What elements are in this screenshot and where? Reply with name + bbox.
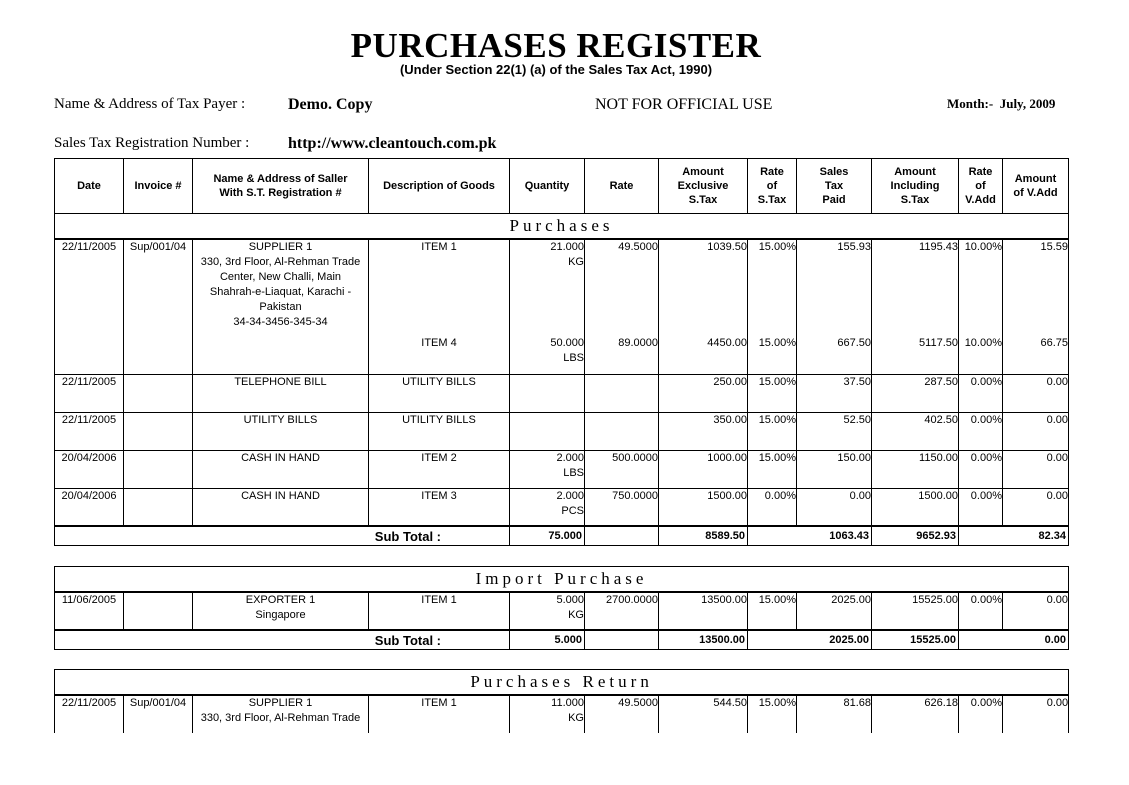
cell-goods: ITEM 1 <box>369 239 510 336</box>
subtotal-blank <box>585 630 659 650</box>
table-row <box>55 374 1069 412</box>
cell-date: 22/11/2005 <box>55 695 124 733</box>
cell-quantity: 5.000 KG <box>510 592 585 630</box>
subtotal-stax-paid: 1063.43 <box>748 526 872 546</box>
cell-invoice: Sup/001/04 <box>124 239 193 336</box>
cell-amount-exclusive: 13500.00 <box>659 592 748 630</box>
cell-rate-stax: 15.00% <box>748 592 797 630</box>
registration-label: Sales Tax Registration Number : <box>54 135 250 151</box>
cell-date: 20/04/2006 <box>55 488 124 526</box>
cell-rate-vadd: 0.00% <box>959 450 1003 488</box>
subtotal-blank <box>585 526 659 546</box>
purchases-table <box>54 158 1069 546</box>
cell-amount-including: 1195.43 <box>872 239 959 336</box>
cell-date: 11/06/2005 <box>55 592 124 630</box>
page-title: PURCHASES REGISTER <box>350 26 762 65</box>
cell-stax-paid: 52.50 <box>797 412 872 450</box>
cell-amount-vadd: 0.00 <box>1003 412 1069 450</box>
col-rate-vadd: Rate of V.Add <box>959 159 1003 214</box>
cell-quantity: 21.000 KG <box>510 239 585 336</box>
cell-amount-including: 1500.00 <box>872 488 959 526</box>
month-label: Month:- <box>947 96 994 111</box>
cell-rate-stax: 15.00% <box>748 336 797 374</box>
cell-invoice <box>124 336 193 374</box>
cell-stax-paid: 155.93 <box>797 239 872 336</box>
cell-amount-exclusive: 250.00 <box>659 374 748 412</box>
cell-invoice <box>124 374 193 412</box>
subtotal-amount-vadd: 82.34 <box>959 526 1069 546</box>
cell-rate: 2700.0000 <box>585 592 659 630</box>
cell-rate: 89.0000 <box>585 336 659 374</box>
subtotal-amount-exclusive: 8589.50 <box>659 526 748 546</box>
cell-rate-vadd: 10.00% <box>959 336 1003 374</box>
cell-rate-vadd: 0.00% <box>959 412 1003 450</box>
cell-goods: ITEM 2 <box>369 450 510 488</box>
cell-quantity: 2.000 LBS <box>510 450 585 488</box>
cell-rate-vadd: 0.00% <box>959 488 1003 526</box>
cell-amount-vadd: 0.00 <box>1003 450 1069 488</box>
cell-goods: ITEM 4 <box>369 336 510 374</box>
cell-stax-paid: 37.50 <box>797 374 872 412</box>
subtotal-amount-exclusive: 13500.00 <box>659 630 748 650</box>
taxpayer-name-label: Name & Address of Tax Payer : <box>54 96 246 112</box>
cell-rate: 750.0000 <box>585 488 659 526</box>
cell-seller <box>193 239 369 336</box>
taxpayer-name-value: Demo. Copy <box>288 96 373 113</box>
cell-rate-stax: 0.00% <box>748 488 797 526</box>
cell-rate-vadd: 0.00% <box>959 374 1003 412</box>
official-use-notice: NOT FOR OFFICIAL USE <box>595 96 773 113</box>
table-row <box>55 239 1069 336</box>
subtotal-label: Sub Total : <box>55 526 510 546</box>
cell-seller: CASH IN HAND <box>193 450 369 488</box>
section-header <box>55 567 1069 593</box>
purchases-return-table <box>54 669 1069 733</box>
cell-rate <box>585 412 659 450</box>
subtotal-amount-including: 15525.00 <box>872 630 959 650</box>
cell-goods: UTILITY BILLS <box>369 412 510 450</box>
cell-date: 22/11/2005 <box>55 239 124 336</box>
page-subtitle: (Under Section 22(1) (a) of the Sales Tax Act, 1990) <box>399 62 713 77</box>
cell-amount-vadd: 0.00 <box>1003 695 1069 733</box>
table-row <box>55 336 1069 374</box>
cell-amount-including: 626.18 <box>872 695 959 733</box>
cell-amount-exclusive: 350.00 <box>659 412 748 450</box>
table-row <box>55 412 1069 450</box>
cell-amount-including: 402.50 <box>872 412 959 450</box>
month-field <box>947 96 1055 112</box>
cell-rate-vadd: 0.00% <box>959 592 1003 630</box>
col-amount-vadd: Amount of V.Add <box>1003 159 1069 214</box>
column-header-row <box>55 159 1069 214</box>
subtotal-row <box>55 526 1069 546</box>
cell-goods: ITEM 1 <box>369 695 510 733</box>
subtotal-quantity: 75.000 <box>510 526 585 546</box>
cell-amount-including: 5117.50 <box>872 336 959 374</box>
cell-amount-exclusive: 4450.00 <box>659 336 748 374</box>
col-rate: Rate <box>585 159 659 214</box>
section-title: Purchases Return <box>55 670 1069 696</box>
section-header <box>55 670 1069 696</box>
table-row <box>55 592 1069 630</box>
table-row <box>55 450 1069 488</box>
cell-date: 22/11/2005 <box>55 412 124 450</box>
subtotal-row <box>55 630 1069 650</box>
import-purchase-table <box>54 566 1069 650</box>
cell-amount-exclusive: 544.50 <box>659 695 748 733</box>
section-title: Purchases <box>55 214 1069 240</box>
cell-amount-including: 1150.00 <box>872 450 959 488</box>
cell-amount-including: 15525.00 <box>872 592 959 630</box>
cell-seller: TELEPHONE BILL <box>193 374 369 412</box>
subtotal-amount-including: 9652.93 <box>872 526 959 546</box>
cell-amount-exclusive: 1000.00 <box>659 450 748 488</box>
cell-rate-stax: 15.00% <box>748 374 797 412</box>
cell-invoice <box>124 488 193 526</box>
cell-invoice <box>124 592 193 630</box>
cell-rate-vadd: 10.00% <box>959 239 1003 336</box>
cell-amount-exclusive: 1039.50 <box>659 239 748 336</box>
col-amount-including: Amount Including S.Tax <box>872 159 959 214</box>
cell-rate: 500.0000 <box>585 450 659 488</box>
col-invoice: Invoice # <box>124 159 193 214</box>
cell-quantity: 50.000 LBS <box>510 336 585 374</box>
cell-rate-vadd: 0.00% <box>959 695 1003 733</box>
cell-rate-stax: 15.00% <box>748 412 797 450</box>
cell-quantity <box>510 412 585 450</box>
cell-goods: UTILITY BILLS <box>369 374 510 412</box>
cell-quantity: 2.000 PCS <box>510 488 585 526</box>
cell-goods: ITEM 1 <box>369 592 510 630</box>
subtotal-stax-paid: 2025.00 <box>748 630 872 650</box>
cell-amount-vadd: 0.00 <box>1003 374 1069 412</box>
cell-seller: UTILITY BILLS <box>193 412 369 450</box>
cell-invoice <box>124 412 193 450</box>
cell-stax-paid: 150.00 <box>797 450 872 488</box>
cell-seller: CASH IN HAND <box>193 488 369 526</box>
subtotal-label: Sub Total : <box>55 630 510 650</box>
cell-date <box>55 336 124 374</box>
cell-quantity: 11.000 KG <box>510 695 585 733</box>
cell-seller: EXPORTER 1 Singapore <box>193 592 369 630</box>
registration-value: http://www.cleantouch.com.pk <box>288 135 497 152</box>
cell-rate: 49.5000 <box>585 695 659 733</box>
cell-seller <box>193 336 369 374</box>
section-header <box>55 214 1069 240</box>
cell-rate-stax: 15.00% <box>748 695 797 733</box>
col-rate-stax: Rate of S.Tax <box>748 159 797 214</box>
table-row <box>55 488 1069 526</box>
col-seller: Name & Address of Saller With S.T. Registration # <box>193 159 369 214</box>
cell-amount-vadd: 66.75 <box>1003 336 1069 374</box>
section-title: Import Purchase <box>55 567 1069 593</box>
col-date: Date <box>55 159 124 214</box>
cell-invoice <box>124 450 193 488</box>
subtotal-amount-vadd: 0.00 <box>959 630 1069 650</box>
month-value: July, 2009 <box>999 96 1056 111</box>
cell-amount-vadd: 0.00 <box>1003 592 1069 630</box>
col-goods: Description of Goods <box>369 159 510 214</box>
cell-rate-stax: 15.00% <box>748 450 797 488</box>
cell-stax-paid: 2025.00 <box>797 592 872 630</box>
cell-date: 22/11/2005 <box>55 374 124 412</box>
subtotal-quantity: 5.000 <box>510 630 585 650</box>
cell-invoice: Sup/001/04 <box>124 695 193 733</box>
col-quantity: Quantity <box>510 159 585 214</box>
cell-amount-including: 287.50 <box>872 374 959 412</box>
cell-goods: ITEM 3 <box>369 488 510 526</box>
col-stax-paid: Sales Tax Paid <box>797 159 872 214</box>
cell-seller: SUPPLIER 1 330, 3rd Floor, Al-Rehman Trade <box>193 695 369 733</box>
cell-amount-exclusive: 1500.00 <box>659 488 748 526</box>
col-amount-exclusive: Amount Exclusive S.Tax <box>659 159 748 214</box>
cell-amount-vadd: 15.59 <box>1003 239 1069 336</box>
cell-rate-stax: 15.00% <box>748 239 797 336</box>
cell-stax-paid: 81.68 <box>797 695 872 733</box>
seller-name: SUPPLIER 1 330, 3rd Floor, Al-Rehman Trade Center, New Challi, Main Shahrah-e-Liaquat, Karachi - Pakistan 34-34-3456-345-34 <box>200 241 361 328</box>
cell-date: 20/04/2006 <box>55 450 124 488</box>
cell-rate: 49.5000 <box>585 239 659 336</box>
cell-rate <box>585 374 659 412</box>
cell-quantity <box>510 374 585 412</box>
cell-stax-paid: 667.50 <box>797 336 872 374</box>
cell-stax-paid: 0.00 <box>797 488 872 526</box>
cell-amount-vadd: 0.00 <box>1003 488 1069 526</box>
table-row <box>55 695 1069 733</box>
